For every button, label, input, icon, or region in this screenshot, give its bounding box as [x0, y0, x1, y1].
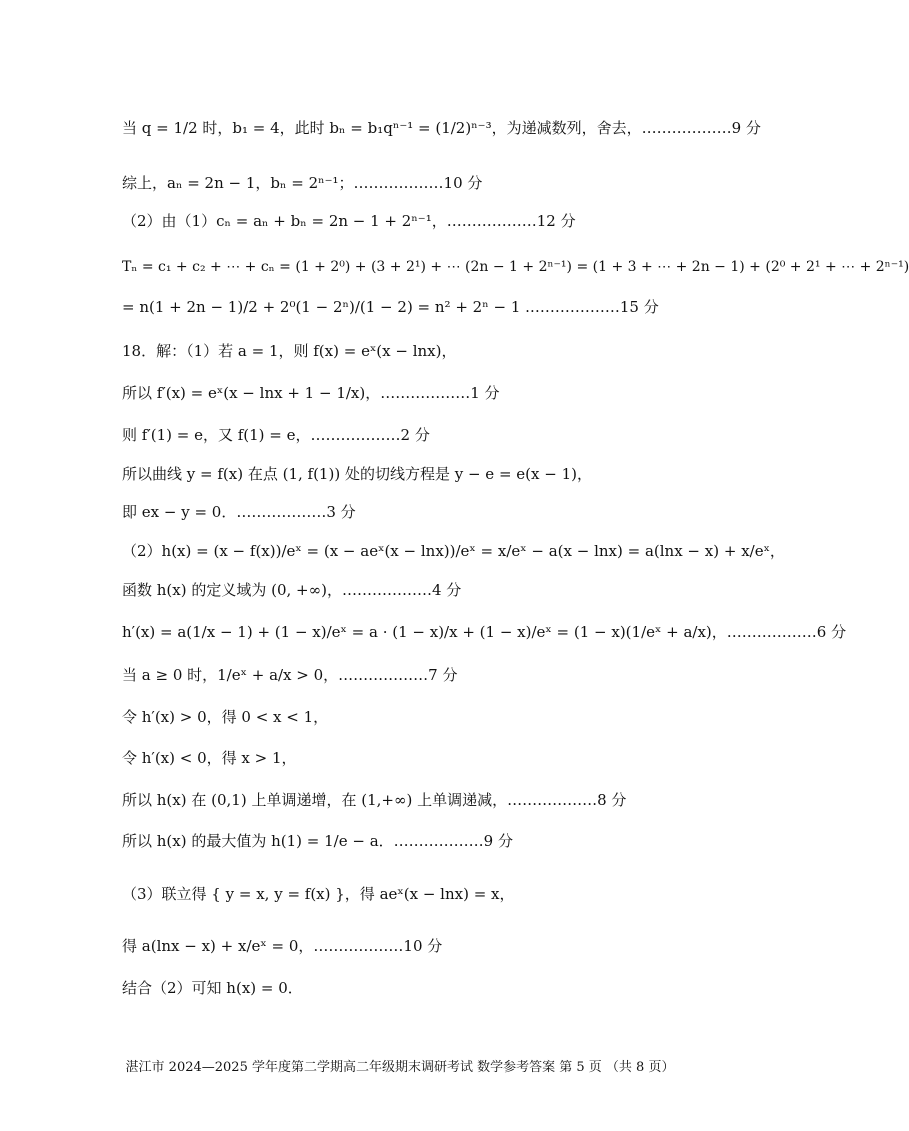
line-06: 18．解：（1）若 a = 1，则 f(x) = eˣ(x − lnx)，: [122, 342, 457, 360]
line-05: = n(1 + 2n − 1)/2 + 2⁰(1 − 2ⁿ)/(1 − 2) = n² + 2ⁿ − 1 .………………15 分: [122, 298, 659, 316]
line-20: 得 a(lnx − x) + x/eˣ = 0，………………10 分: [122, 937, 443, 955]
line-01: 当 q = 1/2 时，b₁ = 4，此时 bₙ = b₁qⁿ⁻¹ = (1/2)ⁿ⁻³，为递减数列，舍去，………………9 分: [122, 119, 761, 137]
line-08: 则 f′(1) = e，又 f(1) = e，………………2 分: [122, 426, 430, 444]
line-12: 函数 h(x) 的定义域为 (0, +∞)，………………4 分: [122, 581, 462, 599]
line-15: 令 h′(x) > 0，得 0 < x < 1，: [122, 708, 329, 726]
page-footer: 湛江市 2024—2025 学年度第二学期高二年级期末调研考试 数学参考答案 第 5 页 （共 8 页）: [125, 1060, 675, 1075]
line-09: 所以曲线 y = f(x) 在点 (1, f(1)) 处的切线方程是 y − e = e(x − 1)，: [122, 465, 592, 483]
line-21: 结合（2）可知 h(x) = 0．: [122, 979, 303, 997]
line-07: 所以 f′(x) = eˣ(x − lnx + 1 − 1/x)，………………1 分: [122, 384, 500, 402]
line-04: Tₙ = c₁ + c₂ + ⋯ + cₙ = (1 + 2⁰) + (3 + 2¹) + ⋯ (2n − 1 + 2ⁿ⁻¹) = (1 + 3 + ⋯ + 2n − 1) + (2⁰ + 2¹ + ⋯ + 2ⁿ⁻¹): [122, 259, 909, 275]
line-03: （2）由（1）cₙ = aₙ + bₙ = 2n − 1 + 2ⁿ⁻¹，………………12 分: [122, 212, 576, 230]
line-10: 即 ex − y = 0．………………3 分: [122, 503, 356, 521]
line-14: 当 a ≥ 0 时，1/eˣ + a/x > 0，………………7 分: [122, 666, 458, 684]
line-02: 综上，aₙ = 2n − 1，bₙ = 2ⁿ⁻¹；………………10 分: [122, 174, 483, 192]
line-11: （2）h(x) = (x − f(x))/eˣ = (x − aeˣ(x − lnx))/eˣ = x/eˣ − a(x − lnx) = a(lnx − x) + x/eˣ，: [122, 542, 785, 560]
line-13: h′(x) = a(1/x − 1) + (1 − x)/eˣ = a · (1 − x)/x + (1 − x)/eˣ = (1 − x)(1/eˣ + a/x)，………………6 分: [122, 623, 847, 641]
line-18: 所以 h(x) 的最大值为 h(1) = 1/e − a．………………9 分: [122, 832, 513, 850]
line-16: 令 h′(x) < 0，得 x > 1，: [122, 749, 297, 767]
line-17: 所以 h(x) 在 (0,1) 上单调递增，在 (1,+∞) 上单调递减，………………8 分: [122, 791, 627, 809]
line-19: （3）联立得 { y = x, y = f(x) }，得 aeˣ(x − lnx) = x，: [122, 885, 515, 903]
